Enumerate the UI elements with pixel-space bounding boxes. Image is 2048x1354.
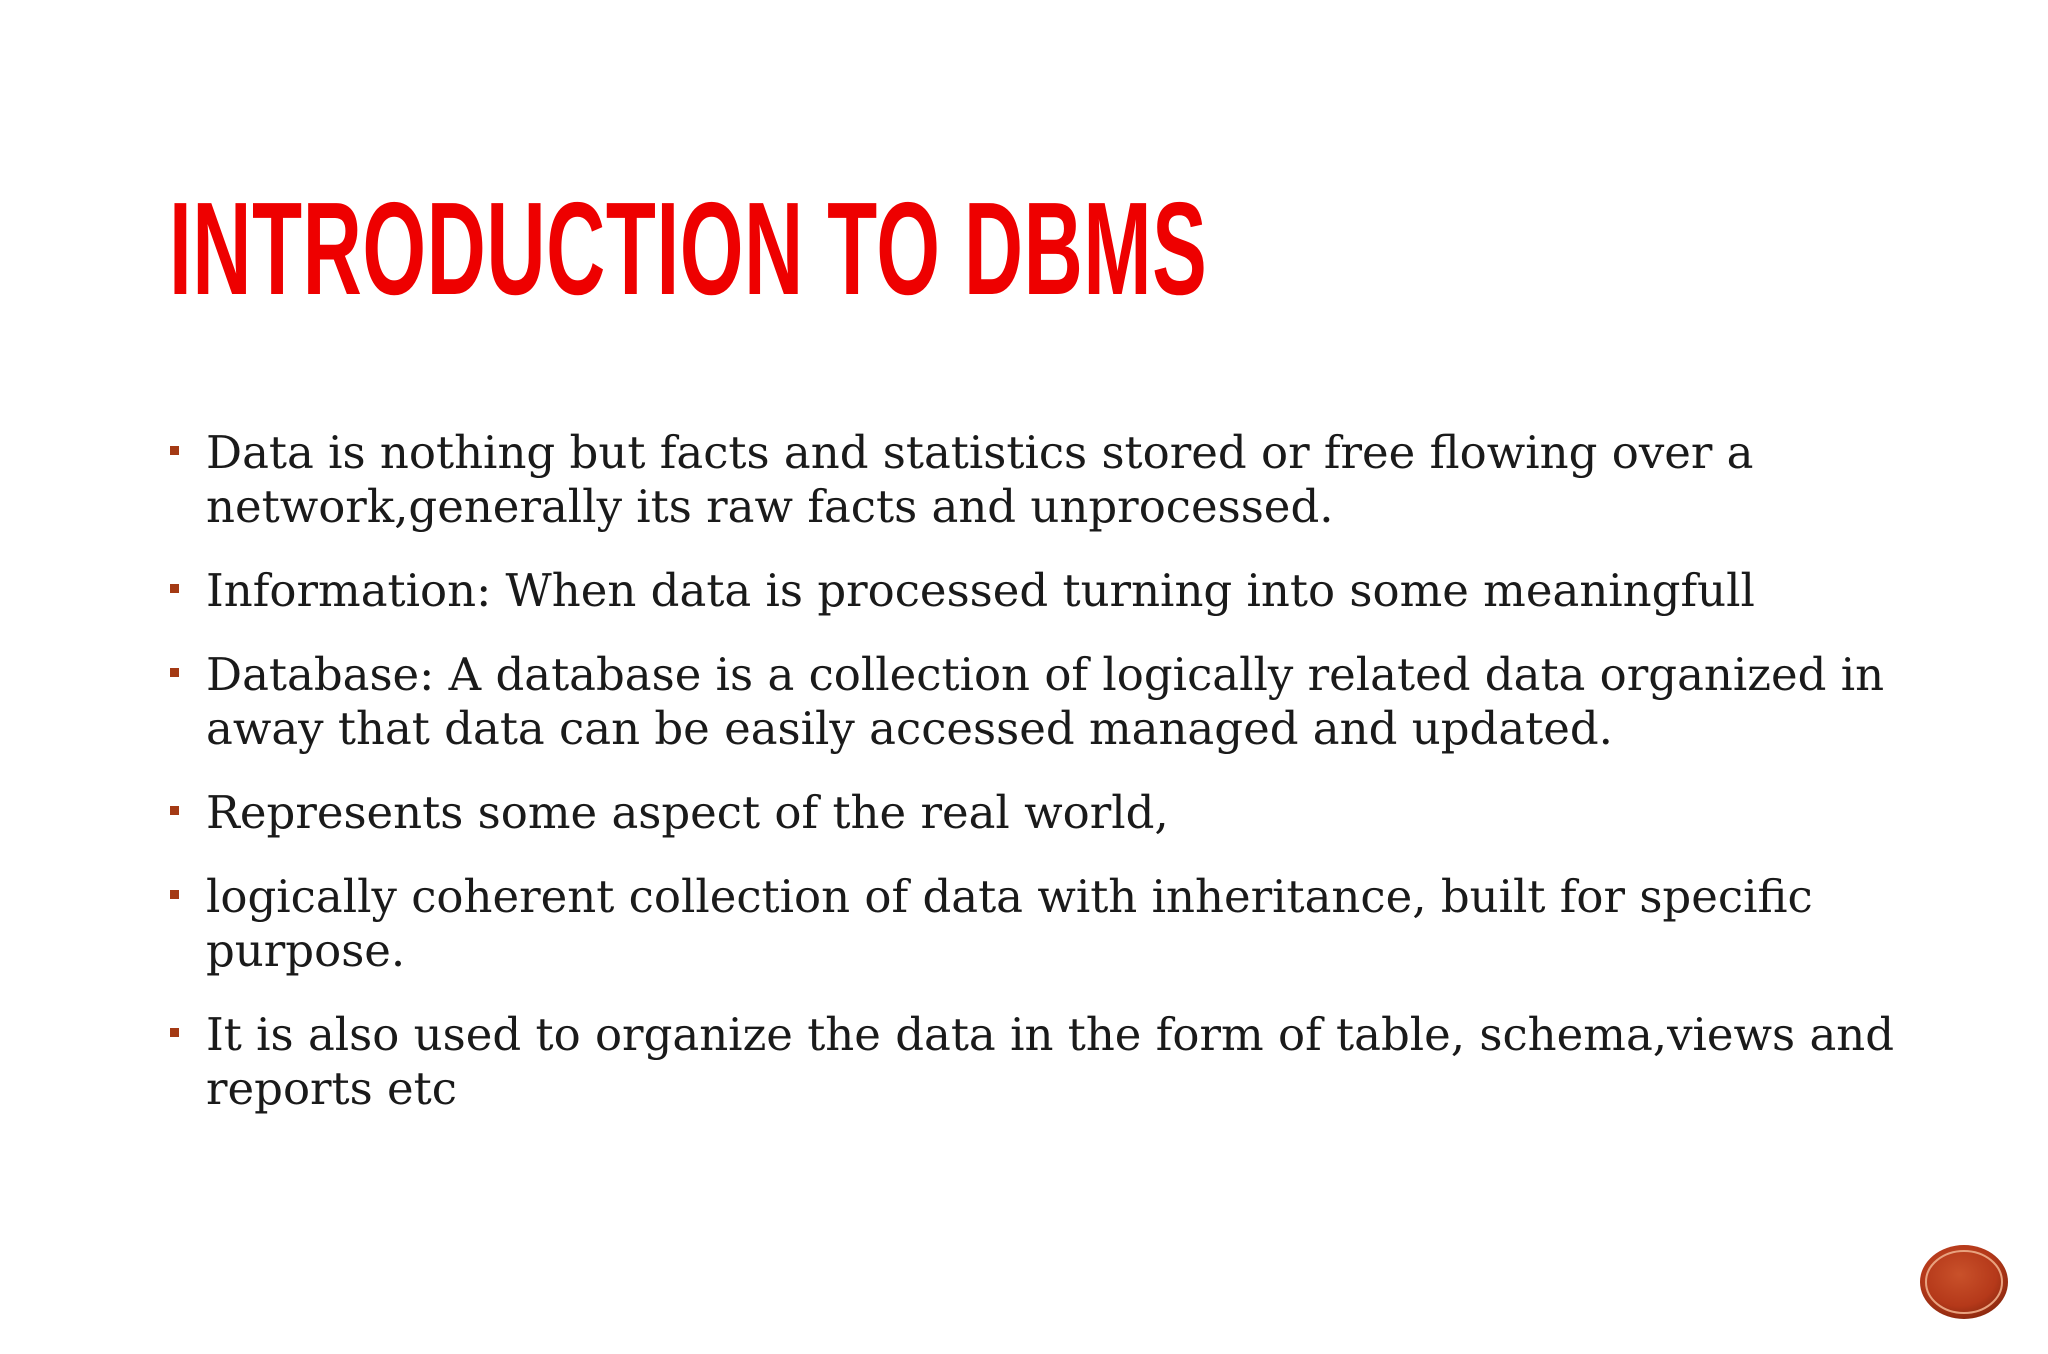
bullet-item xyxy=(170,786,1910,840)
square-bullet-icon xyxy=(170,584,179,593)
bullet-item xyxy=(170,1008,1910,1116)
bullet-text: It is also used to organize the data in the form of table, schema,views and reports etc xyxy=(206,1008,1895,1115)
bullet-item xyxy=(170,870,1910,978)
bullet-text: Database: A database is a collection of logically related data organized in away that data can be easily accessed managed and updated. xyxy=(206,648,1885,755)
square-bullet-icon xyxy=(170,1028,179,1037)
bullet-item xyxy=(170,426,1910,534)
square-bullet-icon xyxy=(170,806,179,815)
slide-title: INTRODUCTION TO DBMS xyxy=(169,175,1208,322)
bullet-text: logically coherent collection of data with inheritance, built for specific purpose. xyxy=(206,870,1813,977)
bullet-text: Information: When data is processed turning into some meaningfull xyxy=(206,564,1755,617)
bullet-list xyxy=(170,426,1910,1146)
bullet-item xyxy=(170,564,1910,618)
bullet-text: Represents some aspect of the real world, xyxy=(206,786,1169,839)
bullet-text: Data is nothing but facts and statistics stored or free flowing over a network,generally its raw facts and unprocessed. xyxy=(206,426,1754,533)
bullet-item xyxy=(170,648,1910,756)
page-number-badge-icon xyxy=(1918,1243,2010,1321)
square-bullet-icon xyxy=(170,668,179,677)
square-bullet-icon xyxy=(170,890,179,899)
square-bullet-icon xyxy=(170,446,179,455)
